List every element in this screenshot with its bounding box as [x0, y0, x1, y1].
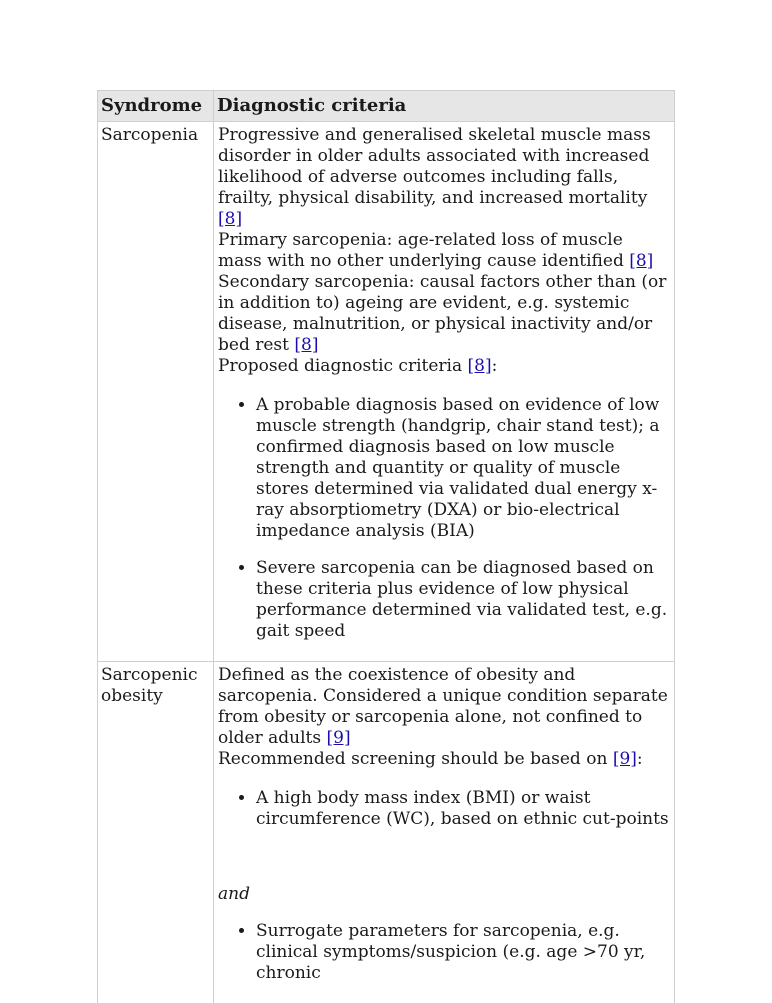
syndrome-sarcopenia: Sarcopenia — [98, 122, 214, 662]
list-item: • Severe sarcopenia can be diagnosed based on these criteria plus evidence of low physical performance determined via validated test, e.g. gait speed — [256, 558, 670, 642]
list-item: • Surrogate parameters for sarcopenia, e.g. clinical symptoms/suspicion (e.g. age >70 yr, chronic — [256, 921, 670, 984]
table-row — [98, 662, 675, 1003]
syndrome-sarcopenic-obesity: Sarcopenic obesity — [98, 662, 214, 1003]
list-item: • A high body mass index (BMI) or waist circumference (WC), based on ethnic cut-points — [256, 788, 670, 830]
citation-link[interactable]: [8] — [629, 251, 653, 271]
screening-list — [218, 788, 670, 830]
header-diagnostic-criteria: Diagnostic criteria — [214, 91, 675, 122]
sarcopenic-obesity-definition: Defined as the coexistence of obesity and sarcopenia. Considered a unique condition separate from obesity or sarcopenia alone, not confined to older adults [9] — [218, 665, 670, 749]
primary-sarcopenia: Primary sarcopenia: age-related loss of muscle mass with no other underlying cause identified [8] — [218, 230, 670, 272]
citation-link[interactable]: [8] — [294, 335, 318, 355]
secondary-sarcopenia: Secondary sarcopenia: causal factors other than (or in addition to) ageing are evident, e.g. systemic disease, malnutrition, or physical inactivity and/or bed rest [8] — [218, 272, 670, 356]
diagnostic-criteria-table — [97, 90, 675, 1003]
criteria-sarcopenia — [214, 122, 675, 662]
screening-list-continued — [218, 921, 670, 984]
sarcopenia-definition: Progressive and generalised skeletal muscle mass disorder in older adults associated with increased likelihood of adverse outcomes including falls, frailty, physical disability, and increased mortality [8] — [218, 125, 670, 230]
header-syndrome: Syndrome — [98, 91, 214, 122]
list-item: • A probable diagnosis based on evidence of low muscle strength (handgrip, chair stand test); a confirmed diagnosis based on low muscle strength and quantity or quality of muscle stores determined via validated dual energy x-ray absorptiometry (DXA) or bio-electrical impedance analysis (BIA) — [256, 395, 670, 542]
table-row — [98, 122, 675, 662]
proposed-criteria: Proposed diagnostic criteria [8]: — [218, 356, 670, 377]
citation-link[interactable]: [8] — [468, 356, 492, 376]
conjunction-and: and — [218, 884, 670, 905]
citation-link[interactable]: [8] — [218, 209, 242, 229]
spacer — [218, 846, 670, 884]
citation-link[interactable]: [9] — [327, 728, 351, 748]
criteria-sarcopenic-obesity — [214, 662, 675, 1003]
screening-recommendation: Recommended screening should be based on [9]: — [218, 749, 670, 770]
table-header-row — [98, 91, 675, 122]
citation-link[interactable]: [9] — [613, 749, 637, 769]
criteria-list — [218, 395, 670, 642]
